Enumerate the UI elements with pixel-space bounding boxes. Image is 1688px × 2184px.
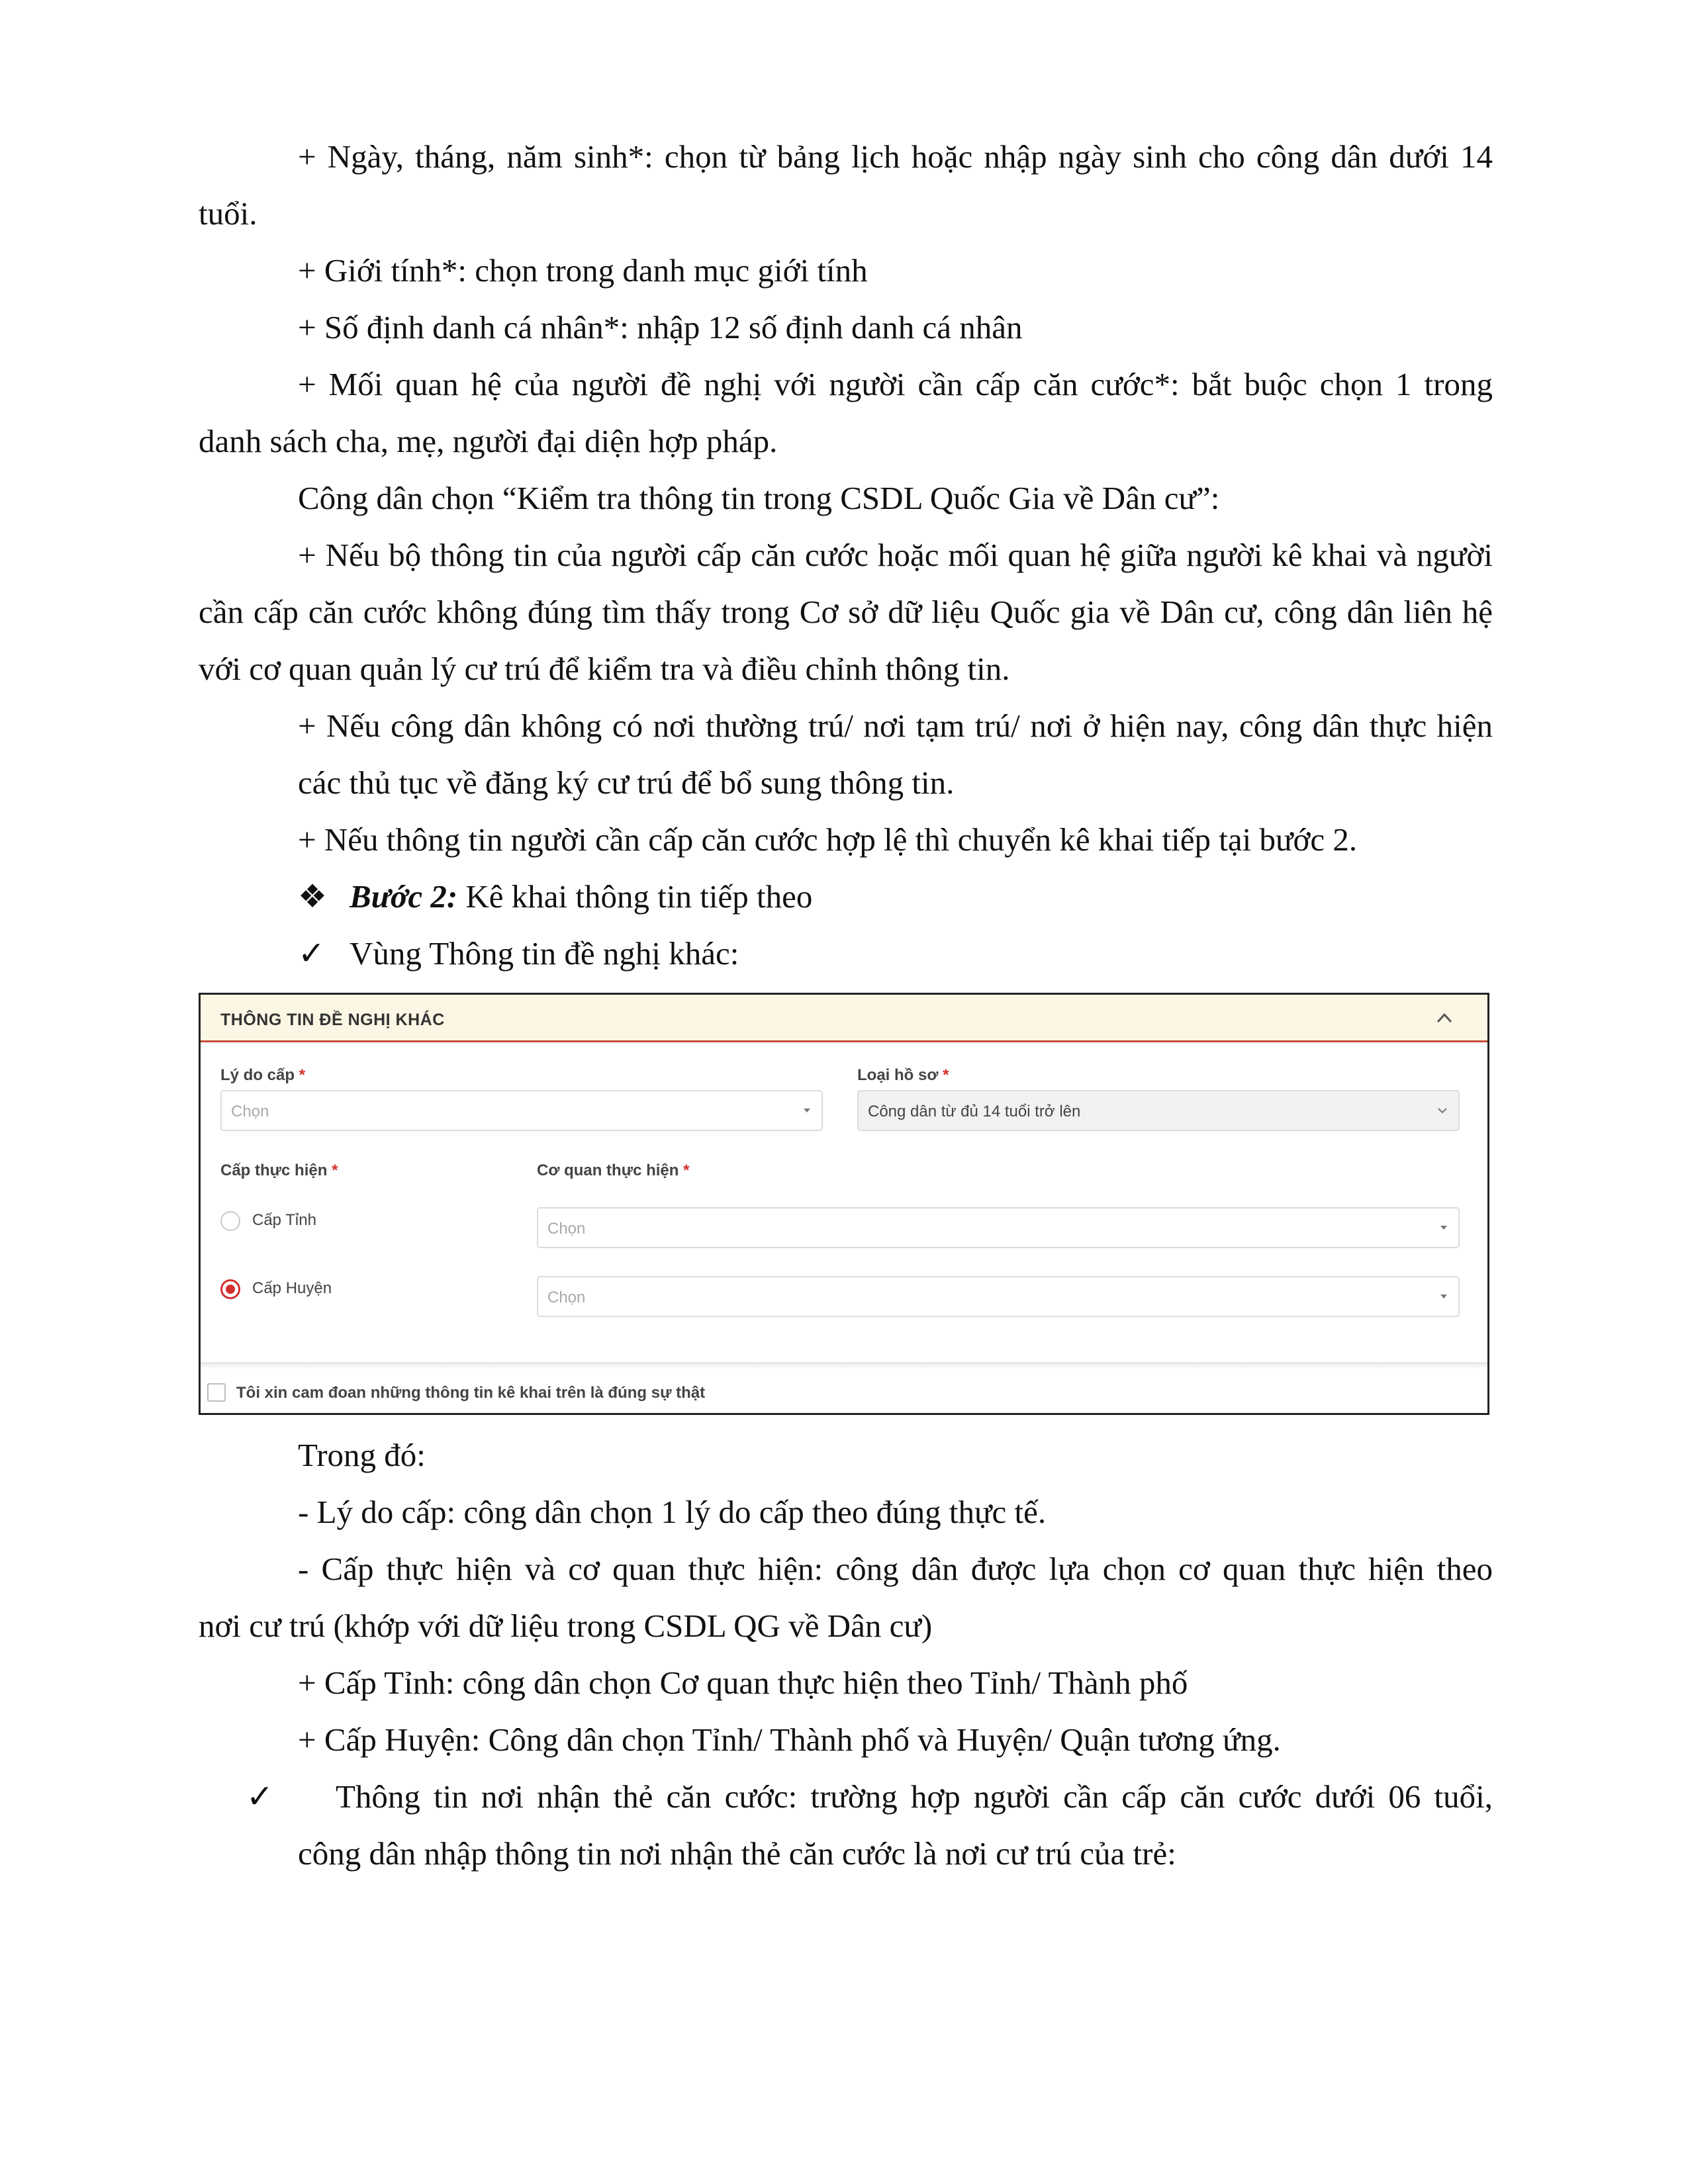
check-bullet-icon: ✓ bbox=[298, 935, 326, 972]
card-shadow bbox=[201, 1362, 1487, 1369]
case2-line-2: các thủ tục về đăng ký cư trú để bổ sung thông tin. bbox=[298, 764, 955, 801]
radio-province-label: Cấp Tỉnh bbox=[252, 1211, 316, 1229]
agency-label: Cơ quan thực hiện * bbox=[537, 1161, 690, 1179]
province-explain-line: + Cấp Tỉnh: công dân chọn Cơ quan thực hiện theo Tỉnh/ Thành phố bbox=[298, 1664, 1188, 1701]
chevron-up-icon[interactable] bbox=[1436, 1011, 1453, 1025]
commit-checkbox[interactable] bbox=[207, 1383, 226, 1402]
panel-header[interactable] bbox=[201, 995, 1487, 1042]
reason-select-value: Chọn bbox=[231, 1103, 269, 1120]
caret-down-icon bbox=[803, 1107, 811, 1114]
radio-district[interactable] bbox=[220, 1275, 472, 1302]
case2-line-1: + Nếu công dân không có nơi thường trú/ nơi tạm trú/ nơi ở hiện nay, công dân thực hiện bbox=[298, 707, 1493, 744]
receive-line-1: Thông tin nơi nhận thẻ căn cước: trường hợp người cần cấp căn cước dưới 06 tuổi, bbox=[336, 1778, 1493, 1815]
profile-type-label: Loại hồ sơ * bbox=[857, 1066, 949, 1084]
level-explain-line-1: - Cấp thực hiện và cơ quan thực hiện: công dân được lựa chọn cơ quan thực hiện theo bbox=[298, 1551, 1493, 1587]
commit-checkbox-label: Tôi xin cam đoan những thông tin kê khai trên là đúng sự thật bbox=[236, 1384, 706, 1402]
check-choice-line: Công dân chọn “Kiểm tra thông tin trong CSDL Quốc Gia về Dân cư”: bbox=[298, 480, 1220, 516]
case1-paragraph: + Nếu bộ thông tin của người cấp căn cước hoặc mối quan hệ giữa người kê khai và người cần cấp căn cước không đúng tìm thấy trong Cơ sở dữ liệu Quốc gia về Dân cư, công dân liên hệ với cơ quan quản lý cư trú để kiểm tra và điều chỉnh thông tin. bbox=[199, 537, 1493, 687]
receive-check-bullet-icon: ✓ bbox=[246, 1778, 274, 1815]
profile-type-select-value: Công dân từ đủ 14 tuổi trở lên bbox=[868, 1103, 1081, 1120]
radio-province-circle[interactable] bbox=[220, 1211, 240, 1231]
radio-province[interactable] bbox=[220, 1207, 472, 1234]
level-label: Cấp thực hiện * bbox=[220, 1161, 338, 1179]
agency-district-select[interactable] bbox=[537, 1276, 1460, 1317]
reason-explain-line: - Lý do cấp: công dân chọn 1 lý do cấp theo đúng thực tế. bbox=[298, 1494, 1047, 1530]
receive-line-2: công dân nhập thông tin nơi nhận thẻ căn cước là nơi cư trú của trẻ: bbox=[298, 1835, 1176, 1872]
radio-district-circle[interactable] bbox=[220, 1279, 240, 1299]
panel-title: THÔNG TIN ĐỀ NGHỊ KHÁC bbox=[220, 1011, 445, 1029]
other-request-info-panel bbox=[199, 993, 1489, 1415]
radio-district-label: Cấp Huyện bbox=[252, 1279, 332, 1297]
level-explain-line-2: nơi cư trú (khớp với dữ liệu trong CSDL QG về Dân cư) bbox=[199, 1608, 933, 1644]
dob-line-2: tuổi. bbox=[199, 195, 258, 232]
step2-label: Bước 2: bbox=[350, 878, 458, 915]
chevron-down-icon bbox=[1437, 1107, 1448, 1114]
case3-line: + Nếu thông tin người cần cấp căn cước hợp lệ thì chuyển kê khai tiếp tại bước 2. bbox=[298, 821, 1358, 858]
relation-line-2: danh sách cha, mẹ, người đại diện hợp pháp. bbox=[199, 423, 778, 459]
where-line: Trong đó: bbox=[298, 1437, 426, 1473]
region-heading bbox=[298, 925, 739, 982]
dob-line-1: + Ngày, tháng, năm sinh*: chọn từ bảng lịch hoặc nhập ngày sinh cho công dân dưới 14 bbox=[298, 138, 1493, 175]
caret-down-icon bbox=[1440, 1293, 1448, 1300]
profile-type-select[interactable] bbox=[857, 1090, 1460, 1131]
reason-select[interactable] bbox=[220, 1090, 823, 1131]
reason-label: Lý do cấp * bbox=[220, 1066, 306, 1084]
step2-text: Kê khai thông tin tiếp theo bbox=[457, 878, 813, 915]
agency-district-select-value: Chọn bbox=[547, 1289, 586, 1306]
district-explain-line: + Cấp Huyện: Công dân chọn Tỉnh/ Thành phố và Huyện/ Quận tương ứng. bbox=[298, 1721, 1281, 1758]
region-text: Vùng Thông tin đề nghị khác: bbox=[350, 935, 739, 972]
gender-line: + Giới tính*: chọn trong danh mục giới tính bbox=[298, 252, 868, 289]
id-number-line: + Số định danh cá nhân*: nhập 12 số định danh cá nhân bbox=[298, 309, 1023, 345]
agency-province-select[interactable] bbox=[537, 1207, 1460, 1248]
caret-down-icon bbox=[1440, 1224, 1448, 1231]
relation-line-1: + Mối quan hệ của người đề nghị với người cần cấp căn cước*: bắt buộc chọn 1 trong bbox=[298, 366, 1493, 402]
agency-province-select-value: Chọn bbox=[547, 1220, 586, 1238]
diamond-bullet-icon: ❖ bbox=[298, 878, 327, 915]
step2-heading bbox=[298, 868, 812, 925]
